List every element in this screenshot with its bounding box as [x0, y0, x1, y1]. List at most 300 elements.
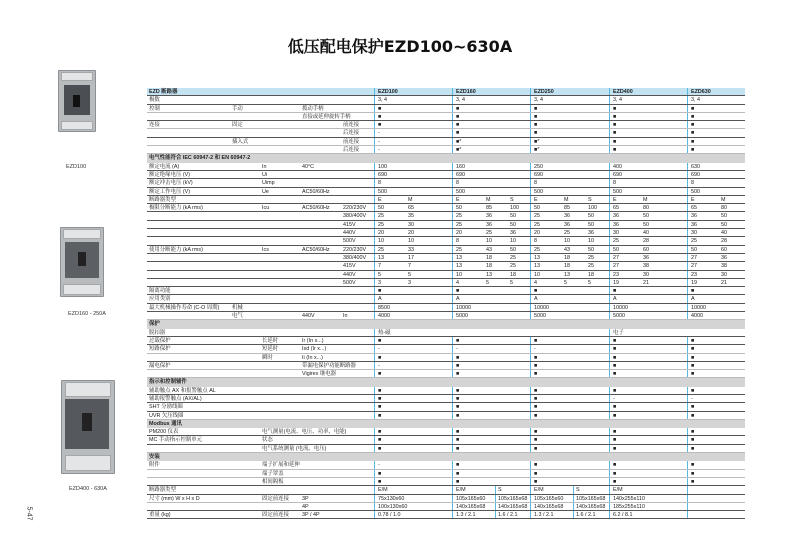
value: 690: [691, 171, 700, 178]
value: 100: [510, 205, 519, 212]
value: ■: [378, 395, 382, 402]
value: ■: [456, 354, 460, 361]
value-cell: [530, 312, 609, 319]
value-cell: [374, 254, 452, 261]
value: 3, 4: [691, 97, 700, 104]
value-cell: [609, 188, 687, 195]
table-row: [147, 387, 745, 395]
value-cell: [687, 403, 745, 410]
value-cell: [609, 221, 687, 228]
product-ezd160-250: [50, 225, 120, 320]
value-cell: [374, 138, 452, 145]
value: 4: [534, 279, 537, 286]
table-row: [147, 96, 745, 104]
value: 18: [564, 263, 570, 270]
table-row: [147, 428, 745, 436]
value: ■: [613, 147, 617, 154]
value: 140x165x68: [456, 503, 486, 510]
value: ■: [534, 462, 538, 469]
value-cell: [374, 329, 452, 336]
row-label: AC50/60Hz: [302, 246, 330, 253]
row-label: 前连接: [343, 122, 360, 129]
value: E/M: [613, 487, 623, 494]
value: ■: [378, 113, 382, 120]
value-cell: [374, 212, 452, 219]
value: 25: [378, 246, 384, 253]
model-name: EZD160: [456, 89, 476, 95]
value: 60: [643, 246, 649, 253]
value: 36: [564, 221, 570, 228]
value: ■: [613, 130, 617, 137]
value-cell: [530, 254, 609, 261]
value: 18: [564, 254, 570, 261]
table-row: [147, 138, 745, 146]
value: 50: [588, 246, 594, 253]
row-label: Isd (Ir x...): [302, 346, 327, 353]
value: 25: [510, 263, 516, 270]
value: 20: [456, 230, 462, 237]
value: 30: [408, 221, 414, 228]
value-cell: [687, 105, 745, 112]
value: 10000: [613, 304, 628, 311]
row-label: 额定电流 (A): [149, 163, 180, 170]
value-cell: [687, 395, 745, 402]
value: 3, 4: [456, 97, 465, 104]
table-row: [147, 511, 745, 519]
value: 25: [534, 213, 540, 220]
value: 13: [534, 263, 540, 270]
value-cell: [374, 495, 452, 502]
value-cell: [452, 436, 530, 443]
table-row: [147, 304, 745, 312]
value-cell: [374, 204, 452, 211]
value: 20: [534, 230, 540, 237]
value: 5: [588, 279, 591, 286]
value-cell: [609, 412, 687, 419]
value: 8: [534, 238, 537, 245]
value: 36: [613, 213, 619, 220]
table-row: [147, 354, 745, 362]
model-header-cell: [530, 88, 554, 95]
value: 65: [691, 205, 697, 212]
value: 25: [510, 254, 516, 261]
value: 4: [456, 279, 459, 286]
model-name: EZD250: [534, 89, 554, 95]
table-row: [147, 478, 745, 486]
row-label: 440V: [302, 313, 315, 320]
value: A: [456, 296, 460, 303]
value: ■: [613, 478, 617, 485]
value: ■: [456, 387, 460, 394]
table-row: [147, 229, 745, 237]
value-cell: [609, 271, 687, 278]
section-title: 安装: [149, 454, 160, 461]
value: 500: [456, 188, 465, 195]
value: ■: [378, 288, 382, 295]
value-cell: [530, 105, 609, 112]
value: 140x165x68: [573, 503, 605, 510]
value: 50: [456, 205, 462, 212]
value: 36: [564, 213, 570, 220]
value-cell: [609, 370, 687, 377]
value: 690: [613, 171, 622, 178]
value-cell: [452, 354, 530, 361]
row-label: 4P: [302, 503, 309, 510]
value-cell: [452, 412, 530, 419]
value-cell: [609, 436, 687, 443]
value-cell: [452, 138, 530, 145]
value-cell: [374, 478, 452, 485]
value-cell: [530, 436, 609, 443]
row-label: 380/400V: [343, 213, 367, 220]
value: 140x165x68: [534, 503, 564, 510]
value: 5: [408, 271, 411, 278]
value: ■: [456, 371, 460, 378]
value-cell: [374, 146, 452, 153]
value-cell: [530, 387, 609, 394]
value: 160: [456, 163, 465, 170]
value: 8500: [378, 304, 390, 311]
value-cell: [530, 279, 609, 286]
value-cell: [609, 279, 687, 286]
value: 500: [378, 188, 387, 195]
value: ■: [613, 445, 617, 452]
value: ■: [456, 429, 460, 436]
value-cell: [374, 171, 452, 178]
value: 80: [721, 205, 727, 212]
row-label: 端子罩盖: [262, 470, 284, 477]
value: ■: [534, 337, 538, 344]
value-cell: [530, 163, 609, 170]
value-cell: [687, 337, 745, 344]
table-row: [147, 312, 745, 320]
row-label: 直接或延伸旋转手柄: [302, 113, 351, 120]
value: 35: [408, 213, 414, 220]
product-label: EZD160 - 250A: [68, 311, 106, 317]
value-cell: [530, 337, 609, 344]
value: ■: [378, 387, 382, 394]
value: ■: [613, 437, 617, 444]
value-cell: [609, 237, 687, 244]
value: 33: [408, 246, 414, 253]
value: 18: [486, 254, 492, 261]
value-cell: [452, 113, 530, 120]
value: ■: [378, 354, 382, 361]
value-cell: [609, 105, 687, 112]
value-cell: [609, 146, 687, 153]
row-label: AC50/60Hz: [302, 205, 330, 212]
value-cell: [687, 138, 745, 145]
table-row: [147, 295, 745, 303]
value-cell: [452, 445, 530, 452]
value-cell: [374, 337, 452, 344]
value-cell: [374, 470, 452, 477]
value: -: [378, 346, 380, 353]
value: 10: [564, 238, 570, 245]
value-cell: [687, 486, 745, 493]
value: 38: [721, 263, 727, 270]
value: 100: [588, 205, 597, 212]
row-label: 440V: [343, 230, 356, 237]
section-title: 指示和控制辅件: [149, 379, 187, 386]
value-cell: [452, 304, 530, 311]
table-row: [147, 129, 745, 137]
table-row: [147, 337, 745, 345]
value: ■: [378, 470, 382, 477]
value-cell: [609, 486, 687, 493]
row-label: 相间隔板: [262, 478, 284, 485]
value-cell: [609, 179, 687, 186]
value-cell: [687, 345, 745, 352]
value: ■: [456, 105, 460, 112]
value-cell: [452, 121, 530, 128]
value-cell: [530, 188, 609, 195]
value-cell: [530, 179, 609, 186]
value: 10: [534, 271, 540, 278]
value: 25: [534, 246, 540, 253]
value: 75x130x60: [378, 495, 405, 502]
page-number: 5-47: [25, 506, 33, 521]
value-cell: [609, 212, 687, 219]
value-cell: [530, 246, 609, 253]
value-cell: [374, 129, 452, 136]
value: 10000: [456, 304, 471, 311]
value-cell: [687, 445, 745, 452]
row-label: 机械: [232, 304, 243, 311]
value-cell: [687, 179, 745, 186]
value-cell: [452, 171, 530, 178]
value-cell: [452, 486, 530, 493]
value: ■: [534, 105, 538, 112]
row-label: 带漏电保护功能断路器: [302, 362, 356, 369]
table-title: EZD 断路器: [149, 89, 178, 95]
value-cell: [687, 96, 745, 103]
row-label: 后连接: [343, 147, 360, 154]
row-label: 断路器类型: [149, 487, 176, 494]
value: ■: [534, 362, 538, 369]
value-cell: [609, 354, 687, 361]
table-row: [147, 221, 745, 229]
table-row: [147, 395, 745, 403]
value-cell: [374, 445, 452, 452]
value-cell: [609, 362, 687, 369]
row-label: 使用分断能力 (kA rms): [149, 246, 203, 253]
value-cell: [452, 262, 530, 269]
value: ■: [378, 337, 382, 344]
value: 50: [721, 213, 727, 220]
product-label: EZD100: [66, 164, 87, 170]
table-row: [147, 163, 745, 171]
value: ■: [691, 354, 695, 361]
row-label: 插入式: [232, 138, 249, 145]
value: -: [613, 395, 615, 402]
value-cell: [530, 362, 609, 369]
table-row: [147, 254, 745, 262]
table-row: [147, 403, 745, 411]
row-label: Ir (In x...): [302, 337, 324, 344]
model-header-cell: [687, 88, 711, 95]
value-cell: [374, 428, 452, 435]
model-name: EZD100: [378, 89, 398, 95]
value: 690: [456, 171, 465, 178]
value: 65: [408, 205, 414, 212]
value: 5: [486, 279, 489, 286]
value-cell: [687, 129, 745, 136]
section-header: [147, 154, 745, 162]
value: 50: [721, 221, 727, 228]
row-label: 过载保护: [149, 337, 171, 344]
value-cell: [452, 478, 530, 485]
product-ezd100: [50, 68, 110, 173]
section-title: 保护: [149, 321, 160, 328]
value-cell: [530, 329, 609, 336]
value: 690: [378, 171, 387, 178]
value: 23: [613, 271, 619, 278]
value: 3, 4: [534, 97, 543, 104]
value-cell: [687, 188, 745, 195]
row-label: Ui: [262, 171, 268, 178]
table-row: [147, 486, 745, 494]
value: 5: [378, 271, 381, 278]
value: 43: [564, 246, 570, 253]
value: ■: [613, 412, 617, 419]
value: ■: [691, 429, 695, 436]
row-label: In: [262, 163, 267, 170]
value: 50: [510, 221, 516, 228]
table-row: [147, 470, 745, 478]
value-cell: [374, 287, 452, 294]
value: 36: [510, 230, 516, 237]
value: 100: [378, 163, 387, 170]
value: ■: [691, 105, 695, 112]
value-cell: [609, 461, 687, 468]
value-cell: [530, 287, 609, 294]
value-cell: [530, 345, 609, 352]
value: ■: [456, 122, 460, 129]
value-cell: [609, 345, 687, 352]
value: 18: [588, 271, 594, 278]
table-row: [147, 503, 745, 511]
value: ■: [691, 387, 695, 394]
value: 25: [691, 238, 697, 245]
value-cell: [687, 171, 745, 178]
value: ■: [613, 470, 617, 477]
value-cell: [374, 188, 452, 195]
value: ■: [456, 470, 460, 477]
value-cell: [530, 138, 609, 145]
value: 80: [643, 205, 649, 212]
value: 25: [588, 263, 594, 270]
value-cell: [452, 403, 530, 410]
value: 5: [510, 279, 513, 286]
value-cell: [452, 395, 530, 402]
model-name: EZD400: [613, 89, 633, 95]
value: 19: [691, 279, 697, 286]
table-row: [147, 495, 745, 503]
row-label: In: [343, 313, 348, 320]
value-cell: [452, 271, 530, 278]
value: 8: [534, 180, 537, 187]
section-header: [147, 320, 745, 328]
value-cell: [530, 470, 609, 477]
row-label: 辅助触点 AX 和报警触点 AL: [149, 387, 216, 394]
value-cell: [530, 212, 609, 219]
value-cell: [609, 329, 687, 336]
value: ■: [378, 412, 382, 419]
value: 8: [378, 180, 381, 187]
value-cell: [687, 196, 745, 203]
value-cell: [374, 387, 452, 394]
value: A: [691, 296, 695, 303]
row-label: 短路保护: [149, 346, 171, 353]
value: ■: [613, 288, 617, 295]
value-cell: [609, 196, 687, 203]
value: 36: [613, 221, 619, 228]
value: E: [378, 196, 382, 203]
value-cell: [374, 279, 452, 286]
value-cell: [530, 412, 609, 419]
value: ■: [534, 470, 538, 477]
value-cell: [687, 254, 745, 261]
value: A: [378, 296, 382, 303]
value: E: [613, 196, 617, 203]
section-header: [147, 453, 745, 461]
value-cell: [687, 436, 745, 443]
value: 10: [486, 238, 492, 245]
value: 40: [643, 230, 649, 237]
value: ■: [613, 404, 617, 411]
value-cell: [687, 237, 745, 244]
value: ■: [613, 138, 617, 145]
value: S: [588, 196, 592, 203]
value: 18: [486, 263, 492, 270]
section-title: 电气性能符合 IEC 60947-2 和 EN 60947-2: [149, 155, 251, 162]
value-cell: [687, 304, 745, 311]
value: M: [486, 196, 491, 203]
value-cell: [609, 229, 687, 236]
row-label: 500V: [343, 279, 356, 286]
value: 10: [510, 238, 516, 245]
value: ■: [613, 462, 617, 469]
value: 21: [643, 279, 649, 286]
value: ■: [534, 354, 538, 361]
section-title: Modbus 通讯: [149, 420, 182, 427]
row-label: MC 手动指示控制单元: [149, 437, 203, 444]
value: ■: [534, 113, 538, 120]
value: ■: [534, 371, 538, 378]
value: 43: [486, 246, 492, 253]
value-cell: [609, 387, 687, 394]
value-cell: [452, 229, 530, 236]
value: ■: [691, 404, 695, 411]
value-cell: [609, 246, 687, 253]
value-cell: [687, 113, 745, 120]
value-cell: [374, 486, 452, 493]
value: ■: [691, 478, 695, 485]
value-cell: [374, 179, 452, 186]
value: 13: [456, 263, 462, 270]
value: ■: [456, 395, 460, 402]
value: 65: [613, 205, 619, 212]
row-label: 应用类别: [149, 296, 171, 303]
row-label: 端子扩展和延伸: [262, 462, 300, 469]
value: ■: [534, 445, 538, 452]
value: ■: [534, 122, 538, 129]
value: 250: [534, 163, 543, 170]
value: 25: [613, 238, 619, 245]
value: ■: [456, 404, 460, 411]
value: 4000: [691, 313, 703, 320]
